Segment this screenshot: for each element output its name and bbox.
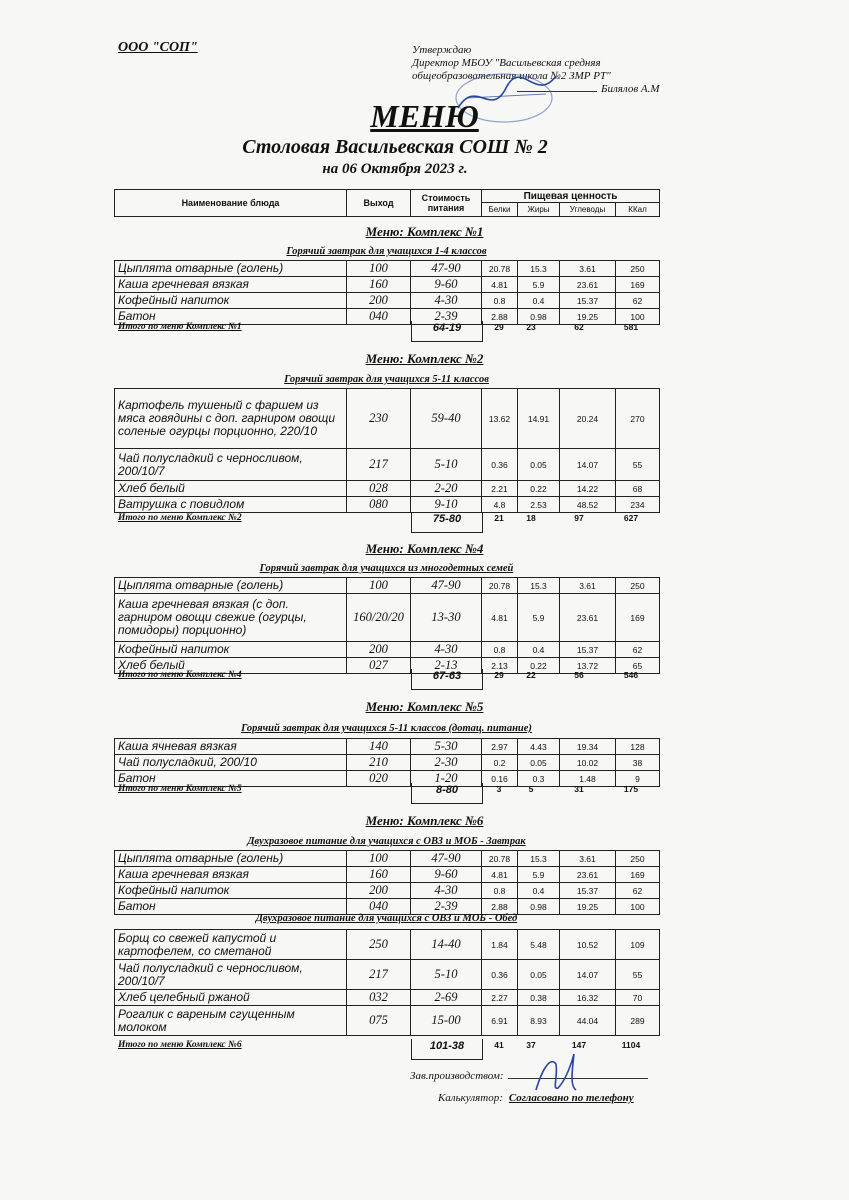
dish-output: 210 xyxy=(347,755,411,771)
dish-protein: 4.81 xyxy=(482,867,518,883)
dish-output: 160 xyxy=(347,277,411,293)
dish-price: 59-40 xyxy=(411,389,482,449)
dish-kcal: 100 xyxy=(616,899,660,915)
dish-name: Цыплята отварные (голень) xyxy=(115,851,347,867)
menu-table xyxy=(114,577,659,674)
column-price: Стоимость питания xyxy=(411,190,482,217)
dish-output: 250 xyxy=(347,930,411,960)
dish-carbs: 1.48 xyxy=(560,771,616,787)
total-fat: 37 xyxy=(526,1040,536,1050)
dish-name: Каша ячневая вязкая xyxy=(115,739,347,755)
dish-price: 9-60 xyxy=(411,277,482,293)
dish-carbs: 16.32 xyxy=(560,990,616,1006)
column-fat: Жиры xyxy=(518,203,560,217)
dish-price: 15-00 xyxy=(411,1006,482,1036)
dish-name: Чай полусладкий с черносливом, 200/10/7 xyxy=(115,960,347,990)
dish-price: 2-30 xyxy=(411,755,482,771)
dish-carbs: 44.04 xyxy=(560,1006,616,1036)
dish-price: 47-90 xyxy=(411,578,482,594)
dish-name: Кофейный напиток xyxy=(115,883,347,899)
dish-fat: 2.53 xyxy=(518,497,560,513)
dish-carbs: 13.72 xyxy=(560,658,616,674)
dish-price: 5-10 xyxy=(411,960,482,990)
total-label: Итого по меню Комплекс №2 xyxy=(118,513,242,523)
group-title: Горячий завтрак для учащихся 5-11 классов (дотац. питание) xyxy=(241,723,532,734)
total-fat: 18 xyxy=(526,513,536,523)
dish-name: Хлеб белый xyxy=(115,481,347,497)
dish-name: Кофейный напиток xyxy=(115,642,347,658)
dish-price: 4-30 xyxy=(411,293,482,309)
dish-carbs: 20.24 xyxy=(560,389,616,449)
page-title: МЕНЮ xyxy=(370,98,479,134)
dish-output: 160 xyxy=(347,867,411,883)
table-row xyxy=(115,990,660,1006)
table-row xyxy=(115,449,660,481)
dish-kcal: 62 xyxy=(616,883,660,899)
dish-output: 027 xyxy=(347,658,411,674)
dish-fat: 0.3 xyxy=(518,771,560,787)
total-carbs: 31 xyxy=(574,784,584,794)
dish-carbs: 23.61 xyxy=(560,277,616,293)
section-title: Меню: Комплекс №1 xyxy=(365,224,484,239)
dish-protein: 2.21 xyxy=(482,481,518,497)
dish-price: 9-60 xyxy=(411,867,482,883)
dish-fat: 0.05 xyxy=(518,960,560,990)
menu-table xyxy=(114,850,659,915)
approval-line: Директор МБОУ "Васильевская средняя xyxy=(412,57,601,69)
organization-name: ООО "СОП" xyxy=(118,40,198,55)
menu-table xyxy=(114,738,659,787)
dish-price: 47-90 xyxy=(411,851,482,867)
dish-output: 032 xyxy=(347,990,411,1006)
dish-kcal: 270 xyxy=(616,389,660,449)
total-label: Итого по меню Комплекс №4 xyxy=(118,670,242,680)
dish-name: Борщ со свежей капустой и картофелем, со сметаной xyxy=(115,930,347,960)
dish-name: Рогалик с вареным сгущенным молоком xyxy=(115,1006,347,1036)
dish-fat: 5.9 xyxy=(518,277,560,293)
dish-protein: 2.88 xyxy=(482,309,518,325)
column-protein: Белки xyxy=(482,203,518,217)
dish-fat: 15.3 xyxy=(518,261,560,277)
dish-kcal: 55 xyxy=(616,960,660,990)
dish-carbs: 15.37 xyxy=(560,293,616,309)
column-header xyxy=(114,189,659,217)
total-price: 67-63 xyxy=(411,669,483,690)
dish-fat: 14.91 xyxy=(518,389,560,449)
dish-kcal: 55 xyxy=(616,449,660,481)
dish-carbs: 14.07 xyxy=(560,449,616,481)
column-nutrition: Пищевая ценность xyxy=(482,190,660,203)
dish-output: 100 xyxy=(347,578,411,594)
dish-fat: 5.48 xyxy=(518,930,560,960)
dish-carbs: 3.61 xyxy=(560,578,616,594)
total-kcal: 581 xyxy=(623,322,639,332)
section-total xyxy=(114,784,659,804)
dish-protein: 6.91 xyxy=(482,1006,518,1036)
dish-kcal: 250 xyxy=(616,851,660,867)
total-fat: 5 xyxy=(528,784,534,794)
dish-carbs: 10.52 xyxy=(560,930,616,960)
dish-carbs: 23.61 xyxy=(560,867,616,883)
dish-fat: 0.05 xyxy=(518,449,560,481)
dish-kcal: 250 xyxy=(616,261,660,277)
table-row xyxy=(115,930,660,960)
table-row xyxy=(115,481,660,497)
dish-carbs: 3.61 xyxy=(560,261,616,277)
dish-name: Хлеб целебный ржаной xyxy=(115,990,347,1006)
total-protein: 21 xyxy=(494,513,504,523)
dish-price: 13-30 xyxy=(411,594,482,642)
table-row xyxy=(115,883,660,899)
dish-price: 2-39 xyxy=(411,309,482,325)
total-fat: 22 xyxy=(526,670,536,680)
calculator-value: Согласовано по телефону xyxy=(508,1092,634,1104)
dish-kcal: 70 xyxy=(616,990,660,1006)
dish-protein: 1.84 xyxy=(482,930,518,960)
dish-name: Батон xyxy=(115,899,347,915)
dish-output: 028 xyxy=(347,481,411,497)
dish-name: Цыплята отварные (голень) xyxy=(115,261,347,277)
dish-price: 2-20 xyxy=(411,481,482,497)
dish-price: 1-20 xyxy=(411,771,482,787)
dish-fat: 0.4 xyxy=(518,883,560,899)
dish-fat: 15.3 xyxy=(518,851,560,867)
table-row xyxy=(115,1006,660,1036)
manager-signature-icon xyxy=(528,1050,588,1098)
total-carbs: 147 xyxy=(571,1040,587,1050)
dish-output: 230 xyxy=(347,389,411,449)
total-label: Итого по меню Комплекс №6 xyxy=(118,1040,242,1050)
dish-output: 080 xyxy=(347,497,411,513)
dish-kcal: 169 xyxy=(616,594,660,642)
menu-table xyxy=(114,929,659,1036)
table-row xyxy=(115,578,660,594)
calculator-label: Калькулятор: xyxy=(438,1092,503,1104)
dish-kcal: 62 xyxy=(616,293,660,309)
dish-kcal: 250 xyxy=(616,578,660,594)
table-row xyxy=(115,594,660,642)
dish-kcal: 62 xyxy=(616,642,660,658)
dish-fat: 4.43 xyxy=(518,739,560,755)
dish-protein: 2.88 xyxy=(482,899,518,915)
group-title: Горячий завтрак для учащихся 1-4 классов xyxy=(286,246,487,257)
dish-name: Чай полусладкий с черносливом, 200/10/7 xyxy=(115,449,347,481)
total-carbs: 97 xyxy=(574,513,584,523)
dish-carbs: 14.07 xyxy=(560,960,616,990)
approval-line: Утверждаю xyxy=(412,44,472,56)
calculator-line xyxy=(438,1092,634,1104)
total-kcal: 175 xyxy=(623,784,639,794)
total-kcal: 546 xyxy=(623,670,639,680)
dish-fat: 0.4 xyxy=(518,642,560,658)
table-row xyxy=(115,739,660,755)
page-subtitle: Столовая Васильевская СОШ № 2 xyxy=(242,136,548,158)
total-label: Итого по меню Комплекс №1 xyxy=(118,322,242,332)
dish-fat: 8.93 xyxy=(518,1006,560,1036)
table-row xyxy=(115,277,660,293)
dish-carbs: 14.22 xyxy=(560,481,616,497)
dish-price: 9-10 xyxy=(411,497,482,513)
dish-fat: 15.3 xyxy=(518,578,560,594)
dish-name: Каша гречневая вязкая xyxy=(115,277,347,293)
dish-output: 200 xyxy=(347,293,411,309)
group-title: Горячий завтрак для учащихся из многодетных семей xyxy=(259,563,514,574)
dish-price: 2-13 xyxy=(411,658,482,674)
dish-protein: 2.13 xyxy=(482,658,518,674)
total-protein: 41 xyxy=(494,1040,504,1050)
total-protein: 3 xyxy=(496,784,502,794)
group-title: Горячий завтрак для учащихся 5-11 классов xyxy=(284,374,489,385)
menu-date: на 06 Октября 2023 г. xyxy=(322,161,468,177)
dish-name: Батон xyxy=(115,771,347,787)
dish-name: Хлеб белый xyxy=(115,658,347,674)
group-title: Двухразовое питание для учащихся с ОВЗ и МОБ - Обед xyxy=(255,913,518,924)
total-fat: 23 xyxy=(526,322,536,332)
total-price: 64-19 xyxy=(411,321,483,342)
section-title: Меню: Комплекс №2 xyxy=(365,351,484,366)
dish-fat: 0.98 xyxy=(518,899,560,915)
dish-kcal: 169 xyxy=(616,277,660,293)
dish-kcal: 9 xyxy=(616,771,660,787)
dish-name: Цыплята отварные (голень) xyxy=(115,578,347,594)
dish-protein: 4.81 xyxy=(482,594,518,642)
dish-protein: 20.78 xyxy=(482,851,518,867)
dish-output: 075 xyxy=(347,1006,411,1036)
total-price: 75-80 xyxy=(411,512,483,533)
dish-protein: 4.8 xyxy=(482,497,518,513)
dish-protein: 13.62 xyxy=(482,389,518,449)
dish-kcal: 289 xyxy=(616,1006,660,1036)
column-output: Выход xyxy=(347,190,411,217)
dish-price: 2-39 xyxy=(411,899,482,915)
dish-name: Каша гречневая вязкая (с доп. гарниром овощи свежие (огурцы, помидоры) порционно) xyxy=(115,594,347,642)
dish-kcal: 234 xyxy=(616,497,660,513)
dish-name: Батон xyxy=(115,309,347,325)
dish-fat: 0.22 xyxy=(518,658,560,674)
dish-kcal: 169 xyxy=(616,867,660,883)
section-title: Меню: Комплекс №5 xyxy=(365,699,484,714)
dish-kcal: 38 xyxy=(616,755,660,771)
dish-protein: 0.16 xyxy=(482,771,518,787)
dish-output: 100 xyxy=(347,261,411,277)
total-kcal: 627 xyxy=(623,513,639,523)
dish-name: Картофель тушеный с фаршем из мяса говядины с доп. гарниром овощи соленые огурцы порционно, 220/10 xyxy=(115,389,347,449)
dish-output: 200 xyxy=(347,642,411,658)
dish-kcal: 65 xyxy=(616,658,660,674)
dish-fat: 0.98 xyxy=(518,309,560,325)
dish-protein: 2.97 xyxy=(482,739,518,755)
column-kcal: ККал xyxy=(616,203,660,217)
dish-output: 160/20/20 xyxy=(347,594,411,642)
dish-price: 2-69 xyxy=(411,990,482,1006)
dish-protein: 20.78 xyxy=(482,261,518,277)
dish-kcal: 109 xyxy=(616,930,660,960)
table-row xyxy=(115,867,660,883)
group-title: Двухразовое питание для учащихся с ОВЗ и МОБ - Завтрак xyxy=(247,836,526,847)
total-label: Итого по меню Комплекс №5 xyxy=(118,784,242,794)
dish-fat: 0.22 xyxy=(518,481,560,497)
total-carbs: 62 xyxy=(574,322,584,332)
dish-name: Каша гречневая вязкая xyxy=(115,867,347,883)
dish-fat: 0.05 xyxy=(518,755,560,771)
dish-price: 5-30 xyxy=(411,739,482,755)
dish-price: 4-30 xyxy=(411,883,482,899)
dish-protein: 2.27 xyxy=(482,990,518,1006)
dish-carbs: 19.25 xyxy=(560,309,616,325)
dish-protein: 0.8 xyxy=(482,293,518,309)
table-row xyxy=(115,642,660,658)
total-kcal: 1104 xyxy=(621,1040,641,1050)
total-protein: 29 xyxy=(494,322,504,332)
table-row xyxy=(115,755,660,771)
dish-kcal: 100 xyxy=(616,309,660,325)
dish-protein: 0.36 xyxy=(482,449,518,481)
dish-carbs: 10.02 xyxy=(560,755,616,771)
dish-protein: 20.78 xyxy=(482,578,518,594)
dish-price: 14-40 xyxy=(411,930,482,960)
dish-price: 5-10 xyxy=(411,449,482,481)
total-price: 8-80 xyxy=(411,783,483,804)
dish-protein: 0.8 xyxy=(482,883,518,899)
section-title: Меню: Комплекс №4 xyxy=(365,541,484,556)
section-total xyxy=(114,513,659,533)
dish-fat: 5.9 xyxy=(518,867,560,883)
table-row xyxy=(115,497,660,513)
menu-table xyxy=(114,388,659,513)
dish-carbs: 48.52 xyxy=(560,497,616,513)
dish-protein: 0.36 xyxy=(482,960,518,990)
table-row xyxy=(115,293,660,309)
table-row xyxy=(115,389,660,449)
column-carbs: Углеводы xyxy=(560,203,616,217)
dish-carbs: 3.61 xyxy=(560,851,616,867)
dish-fat: 0.38 xyxy=(518,990,560,1006)
dish-output: 040 xyxy=(347,309,411,325)
dish-kcal: 68 xyxy=(616,481,660,497)
dish-kcal: 128 xyxy=(616,739,660,755)
dish-output: 100 xyxy=(347,851,411,867)
menu-table xyxy=(114,260,659,325)
dish-carbs: 23.61 xyxy=(560,594,616,642)
dish-output: 217 xyxy=(347,449,411,481)
dish-name: Чай полусладкий, 200/10 xyxy=(115,755,347,771)
section-total xyxy=(114,322,659,342)
dish-output: 020 xyxy=(347,771,411,787)
dish-output: 040 xyxy=(347,899,411,915)
manager-label: Зав.производством: xyxy=(410,1070,504,1082)
section-title: Меню: Комплекс №6 xyxy=(365,813,484,828)
dish-name: Кофейный напиток xyxy=(115,293,347,309)
total-carbs: 56 xyxy=(574,670,584,680)
table-row xyxy=(115,851,660,867)
total-protein: 29 xyxy=(494,670,504,680)
column-dish: Наименование блюда xyxy=(115,190,347,217)
dish-output: 217 xyxy=(347,960,411,990)
approval-line: общеобразовательная школа №2 ЗМР РТ" xyxy=(412,70,611,82)
table-row xyxy=(115,261,660,277)
dish-fat: 5.9 xyxy=(518,594,560,642)
dish-fat: 0.4 xyxy=(518,293,560,309)
dish-output: 200 xyxy=(347,883,411,899)
dish-carbs: 19.25 xyxy=(560,899,616,915)
section-total xyxy=(114,670,659,690)
dish-name: Ватрушка с повидлом xyxy=(115,497,347,513)
dish-carbs: 15.37 xyxy=(560,883,616,899)
dish-protein: 0.2 xyxy=(482,755,518,771)
dish-protein: 0.8 xyxy=(482,642,518,658)
director-name: Билялов А.М xyxy=(601,83,660,95)
dish-output: 140 xyxy=(347,739,411,755)
table-row xyxy=(115,960,660,990)
dish-carbs: 19.34 xyxy=(560,739,616,755)
dish-price: 4-30 xyxy=(411,642,482,658)
total-price: 101-38 xyxy=(411,1039,483,1060)
dish-price: 47-90 xyxy=(411,261,482,277)
dish-carbs: 15.37 xyxy=(560,642,616,658)
dish-protein: 4.81 xyxy=(482,277,518,293)
